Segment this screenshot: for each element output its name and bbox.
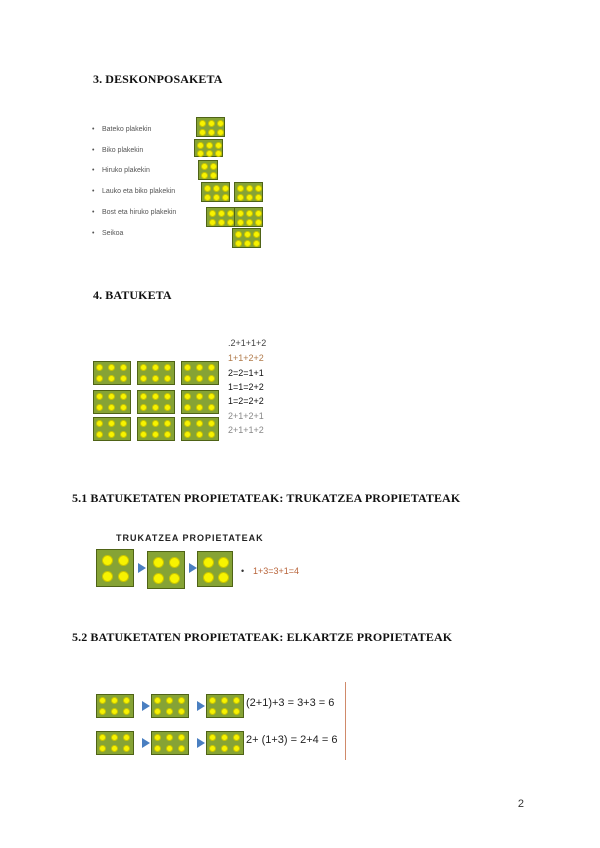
arrow-right-icon xyxy=(197,701,205,711)
counting-block xyxy=(151,694,189,718)
yellow-dot xyxy=(152,393,159,400)
yellow-dot xyxy=(153,573,164,584)
yellow-dot xyxy=(120,364,127,371)
yellow-dot xyxy=(218,572,229,583)
yellow-dot xyxy=(206,142,213,149)
yellow-dot xyxy=(233,745,240,752)
yellow-dot xyxy=(96,404,103,411)
yellow-dot xyxy=(209,697,216,704)
counting-block xyxy=(201,182,230,202)
yellow-dot xyxy=(208,420,215,427)
yellow-dot xyxy=(215,150,222,157)
yellow-dot xyxy=(164,393,171,400)
yellow-dot xyxy=(244,231,251,238)
yellow-dot xyxy=(96,393,103,400)
counting-block xyxy=(147,551,185,589)
counting-block xyxy=(206,694,244,718)
yellow-dot xyxy=(184,364,191,371)
clipped-caption: TRUKATZEA PROPIETATEAK xyxy=(116,533,264,543)
counting-block xyxy=(181,361,219,385)
yellow-dot xyxy=(166,734,173,741)
yellow-dot xyxy=(99,734,106,741)
yellow-dot xyxy=(255,210,262,217)
yellow-dot xyxy=(246,194,253,201)
yellow-dot xyxy=(246,210,253,217)
yellow-dot xyxy=(233,708,240,715)
yellow-dot xyxy=(120,431,127,438)
yellow-dot xyxy=(227,210,234,217)
yellow-dot xyxy=(140,404,147,411)
yellow-dot xyxy=(217,129,224,136)
yellow-dot xyxy=(217,120,224,127)
arrow-right-icon xyxy=(142,701,150,711)
counting-block xyxy=(206,731,244,755)
counting-block xyxy=(93,361,131,385)
section-5-2-heading: 5.2 BATUKETATEN PROPIETATEAK: ELKARTZE PROPIETATEAK xyxy=(72,630,453,644)
commutative-equation: 1+3=3+1=4 xyxy=(253,566,300,576)
yellow-dot xyxy=(140,431,147,438)
sum-equation: 2+1+1+2 xyxy=(228,425,264,435)
yellow-dot xyxy=(108,375,115,382)
yellow-dot xyxy=(204,194,211,201)
list-item: • Bost eta hiruko plakekin xyxy=(92,209,177,216)
counting-block xyxy=(197,551,233,587)
yellow-dot xyxy=(99,708,106,715)
divider-line xyxy=(345,682,346,760)
arrow-right-icon xyxy=(142,738,150,748)
sum-equation: 2=2=1+1 xyxy=(228,368,264,378)
list-item: • Seikoa xyxy=(92,230,124,237)
yellow-dot xyxy=(196,364,203,371)
yellow-dot xyxy=(196,420,203,427)
yellow-dot xyxy=(96,420,103,427)
yellow-dot xyxy=(227,219,234,226)
yellow-dot xyxy=(169,557,180,568)
yellow-dot xyxy=(246,185,253,192)
counting-block xyxy=(96,549,134,587)
yellow-dot xyxy=(99,745,106,752)
yellow-dot xyxy=(120,420,127,427)
yellow-dot xyxy=(111,734,118,741)
yellow-dot xyxy=(246,219,253,226)
yellow-dot xyxy=(222,185,229,192)
list-item: • Lauko eta biko plakekin xyxy=(92,188,176,195)
yellow-dot xyxy=(233,697,240,704)
yellow-dot xyxy=(178,734,185,741)
yellow-dot xyxy=(253,231,260,238)
counting-block xyxy=(194,139,223,157)
list-item: • Bateko plakekin xyxy=(92,126,152,133)
yellow-dot xyxy=(123,734,130,741)
yellow-dot xyxy=(209,745,216,752)
counting-block xyxy=(196,117,225,137)
yellow-dot xyxy=(213,194,220,201)
yellow-dot xyxy=(108,393,115,400)
yellow-dot xyxy=(218,210,225,217)
counting-block xyxy=(234,207,263,227)
yellow-dot xyxy=(221,745,228,752)
yellow-dot xyxy=(96,375,103,382)
counting-block xyxy=(181,390,219,414)
yellow-dot xyxy=(169,573,180,584)
yellow-dot xyxy=(235,240,242,247)
yellow-dot xyxy=(108,364,115,371)
yellow-dot xyxy=(164,375,171,382)
yellow-dot xyxy=(201,163,208,170)
yellow-dot xyxy=(218,557,229,568)
commutative-bullet: • xyxy=(241,566,245,576)
yellow-dot xyxy=(196,375,203,382)
counting-block xyxy=(137,417,175,441)
yellow-dot xyxy=(120,375,127,382)
yellow-dot xyxy=(166,745,173,752)
yellow-dot xyxy=(111,745,118,752)
arrow-right-icon xyxy=(197,738,205,748)
arrow-right-icon xyxy=(189,563,197,573)
yellow-dot xyxy=(152,431,159,438)
yellow-dot xyxy=(208,364,215,371)
yellow-dot xyxy=(255,185,262,192)
yellow-dot xyxy=(221,734,228,741)
yellow-dot xyxy=(184,404,191,411)
associative-equation: 2+ (1+3) = 2+4 = 6 xyxy=(246,734,338,746)
yellow-dot xyxy=(197,150,204,157)
sum-equation: 2+1+2+1 xyxy=(228,411,264,421)
counting-block xyxy=(96,731,134,755)
yellow-dot xyxy=(108,404,115,411)
yellow-dot xyxy=(123,697,130,704)
section-5-1-heading: 5.1 BATUKETATEN PROPIETATEAK: TRUKATZEA PROPIETATEAK xyxy=(72,491,461,505)
yellow-dot xyxy=(96,364,103,371)
yellow-dot xyxy=(154,708,161,715)
yellow-dot xyxy=(221,697,228,704)
yellow-dot xyxy=(244,240,251,247)
yellow-dot xyxy=(210,172,217,179)
yellow-dot xyxy=(102,571,113,582)
yellow-dot xyxy=(108,431,115,438)
yellow-dot xyxy=(152,420,159,427)
yellow-dot xyxy=(118,555,129,566)
sum-equation: .2+1+1+2 xyxy=(228,338,267,348)
yellow-dot xyxy=(209,219,216,226)
yellow-dot xyxy=(196,431,203,438)
yellow-dot xyxy=(111,708,118,715)
yellow-dot xyxy=(140,364,147,371)
yellow-dot xyxy=(166,708,173,715)
counting-block xyxy=(93,390,131,414)
yellow-dot xyxy=(108,420,115,427)
yellow-dot xyxy=(255,219,262,226)
yellow-dot xyxy=(164,364,171,371)
yellow-dot xyxy=(197,142,204,149)
counting-block xyxy=(232,228,261,248)
counting-block xyxy=(234,182,263,202)
sum-equation: 1=2=2+2 xyxy=(228,396,264,406)
counting-block xyxy=(96,694,134,718)
yellow-dot xyxy=(153,557,164,568)
yellow-dot xyxy=(178,708,185,715)
yellow-dot xyxy=(196,393,203,400)
yellow-dot xyxy=(237,194,244,201)
yellow-dot xyxy=(140,420,147,427)
yellow-dot xyxy=(255,194,262,201)
yellow-dot xyxy=(184,420,191,427)
yellow-dot xyxy=(164,431,171,438)
yellow-dot xyxy=(99,697,106,704)
counting-block xyxy=(181,417,219,441)
section-3-heading: 3. DESKONPOSAKETA xyxy=(93,72,223,86)
yellow-dot xyxy=(178,697,185,704)
yellow-dot xyxy=(210,163,217,170)
counting-block xyxy=(151,731,189,755)
yellow-dot xyxy=(208,120,215,127)
yellow-dot xyxy=(178,745,185,752)
associative-equation: (2+1)+3 = 3+3 = 6 xyxy=(246,697,335,709)
yellow-dot xyxy=(201,172,208,179)
yellow-dot xyxy=(203,557,214,568)
yellow-dot xyxy=(209,708,216,715)
yellow-dot xyxy=(199,120,206,127)
list-item: • Biko plakekin xyxy=(92,147,144,154)
counting-block xyxy=(206,207,235,227)
yellow-dot xyxy=(140,393,147,400)
yellow-dot xyxy=(235,231,242,238)
arrow-right-icon xyxy=(138,563,146,573)
yellow-dot xyxy=(218,219,225,226)
yellow-dot xyxy=(166,697,173,704)
yellow-dot xyxy=(140,375,147,382)
yellow-dot xyxy=(209,734,216,741)
yellow-dot xyxy=(123,708,130,715)
yellow-dot xyxy=(208,431,215,438)
yellow-dot xyxy=(204,185,211,192)
sum-equation: 1=1=2+2 xyxy=(228,382,264,392)
counting-block xyxy=(198,160,218,180)
yellow-dot xyxy=(118,571,129,582)
counting-block xyxy=(93,417,131,441)
page-number: 2 xyxy=(517,798,524,810)
yellow-dot xyxy=(215,142,222,149)
yellow-dot xyxy=(253,240,260,247)
list-item: • Hiruko plakekin xyxy=(92,167,150,174)
yellow-dot xyxy=(184,431,191,438)
yellow-dot xyxy=(184,375,191,382)
yellow-dot xyxy=(208,404,215,411)
yellow-dot xyxy=(154,697,161,704)
yellow-dot xyxy=(203,572,214,583)
yellow-dot xyxy=(154,734,161,741)
yellow-dot xyxy=(209,210,216,217)
yellow-dot xyxy=(199,129,206,136)
yellow-dot xyxy=(184,393,191,400)
yellow-dot xyxy=(102,555,113,566)
yellow-dot xyxy=(196,404,203,411)
yellow-dot xyxy=(152,364,159,371)
counting-block xyxy=(137,361,175,385)
yellow-dot xyxy=(208,393,215,400)
section-4-heading: 4. BATUKETA xyxy=(93,288,172,302)
yellow-dot xyxy=(152,375,159,382)
yellow-dot xyxy=(164,404,171,411)
yellow-dot xyxy=(222,194,229,201)
yellow-dot xyxy=(213,185,220,192)
yellow-dot xyxy=(237,185,244,192)
yellow-dot xyxy=(208,375,215,382)
yellow-dot xyxy=(164,420,171,427)
sum-equation: 1+1+2+2 xyxy=(228,353,264,363)
yellow-dot xyxy=(111,697,118,704)
counting-block xyxy=(137,390,175,414)
yellow-dot xyxy=(208,129,215,136)
yellow-dot xyxy=(123,745,130,752)
yellow-dot xyxy=(96,431,103,438)
yellow-dot xyxy=(120,404,127,411)
yellow-dot xyxy=(233,734,240,741)
yellow-dot xyxy=(221,708,228,715)
yellow-dot xyxy=(120,393,127,400)
yellow-dot xyxy=(152,404,159,411)
yellow-dot xyxy=(237,210,244,217)
yellow-dot xyxy=(154,745,161,752)
yellow-dot xyxy=(237,219,244,226)
yellow-dot xyxy=(206,150,213,157)
